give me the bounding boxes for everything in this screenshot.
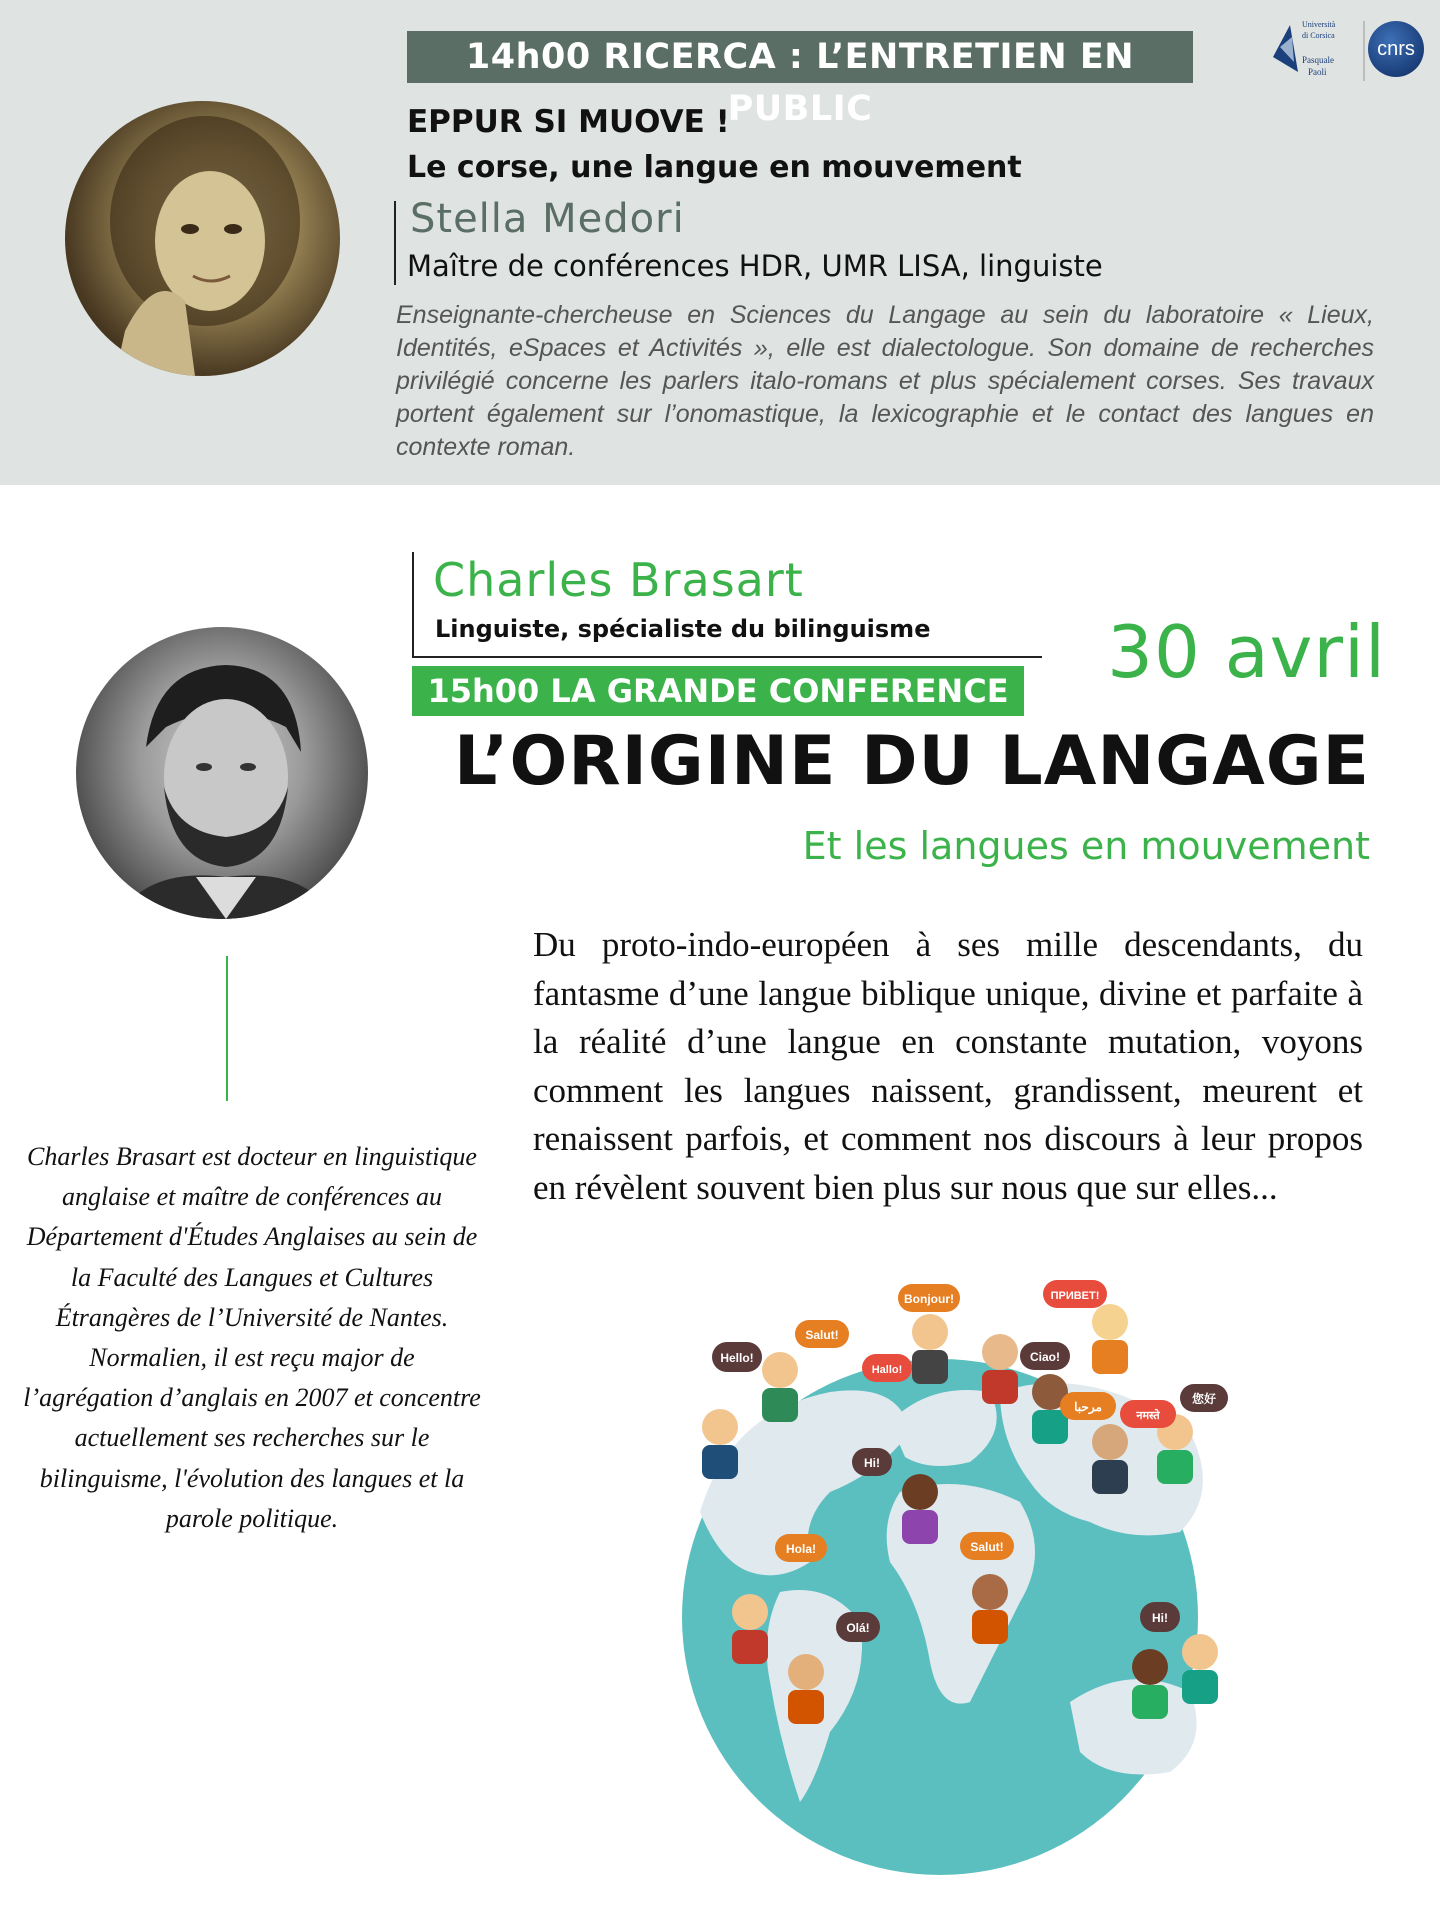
speaker-divider-horizontal [412,656,1042,658]
speech-bubble-hello [712,1342,762,1372]
green-divider [226,956,228,1101]
greeting-ola: Olá! [846,1621,870,1635]
greeting-hello: Hello! [720,1351,754,1365]
greeting-bonjour: Bonjour! [904,1292,954,1306]
greeting-privet: ПРИВЕТ! [1050,1290,1100,1302]
speech-bubble-ciao [1020,1342,1070,1370]
talk-subtitle: Le corse, une langue en mouvement [407,150,1022,185]
speaker-divider [394,201,396,285]
speaker-role: Maître de conférences HDR, UMR LISA, linguiste [407,249,1103,283]
greeting-marhaba: مرحبا [1074,1400,1102,1414]
speech-bubble-hi-africa [852,1448,892,1476]
conference-subtitle: Et les langues en mouvement [802,824,1370,868]
university-logo-text-4: Paoli [1308,67,1327,77]
speech-bubble-ola [836,1612,880,1642]
greeting-hi-africa: Hi! [864,1456,880,1470]
speech-bubble-bonjour [898,1284,960,1312]
speech-bubble-marhaba [1060,1392,1116,1420]
greeting-namaste: नमस्ते [1136,1410,1160,1422]
greeting-ciao: Ciao! [1030,1350,1060,1364]
speech-bubble-ninhao [1180,1384,1228,1412]
speaker-bio: Charles Brasart est docteur en linguistique anglaise et maître de conférences au Département d'Études Anglaises au sein de la Faculté des Langues et Cultures Étrangères de l’Université de Nantes. Normalien, il est reçu major de l’agrégation d’anglais en 2007 et concentre actuellement ses recherches sur le bilinguisme, l'évolution des langues et la parole politique. [23,1142,481,1533]
speaker-role: Linguiste, spécialiste du bilinguisme [435,615,931,643]
greeting-hi-australia: Hi! [1152,1611,1168,1625]
university-logo-text-1: Università [1302,20,1336,29]
ricerca-session-banner: 14h00 RICERCA : L’ENTRETIEN EN PUBLIC [407,31,1193,83]
charles-brasart-portrait [76,627,368,919]
speech-bubble-hola [775,1534,827,1562]
speech-bubble-salut-africa [960,1532,1014,1560]
university-logo-text-3: Pasquale [1302,55,1334,65]
universita-di-corsica-logo [1268,17,1368,85]
greeting-salut-top: Salut! [805,1328,839,1342]
speaker-bio: Enseignante-chercheuse en Sciences du Langage au sein du laboratoire « Lieux, Identités, eSpaces et Activités », elle est dialectologue. Son domaine de recherches privilégié concerne les parlers italo-romans et plus spécialement corses. Ses travaux portent également sur l’onomastique, la lexicographie et le contact des langues en contexte roman. [396,301,1374,461]
globe-illustration [630,1262,1270,1882]
speech-bubble-hi-australia [1140,1602,1180,1632]
university-logo-text-2: di Corsica [1302,31,1335,40]
speaker-divider-vertical [412,552,414,656]
event-date: 30 avril [1107,610,1386,694]
grande-conference-banner: 15h00 LA GRANDE CONFERENCE [412,666,1024,716]
greeting-salut-africa: Salut! [970,1540,1004,1554]
speaker-name: Stella Medori [410,196,685,242]
speaker-name: Charles Brasart [433,553,804,607]
stella-medori-portrait [65,101,340,376]
talk-title: EPPUR SI MUOVE ! [407,104,730,140]
cnrs-logo: cnrs [1368,21,1424,77]
greeting-hallo: Hallo! [871,1364,903,1376]
greeting-hola: Hola! [786,1542,816,1556]
conference-description: Du proto-indo-européen à ses mille descendants, du fantasme d’une langue biblique unique, divine et parfaite à la réalité d’une langue en constante mutation, voyons comment les langues naissent, grandissent, meurent et renaissent parfois, et comment nos discours à leur propos en révèlent souvent bien plus sur nous que sur elles... [533,925,1363,1207]
conference-title: L’ORIGINE DU LANGAGE [453,722,1370,801]
speech-bubble-namaste [1120,1400,1176,1428]
speech-bubble-hallo [862,1354,912,1382]
speech-bubble-privet [1043,1280,1107,1308]
greeting-ninhao: 您好 [1191,1392,1217,1406]
speech-bubble-salut-top [795,1320,849,1348]
